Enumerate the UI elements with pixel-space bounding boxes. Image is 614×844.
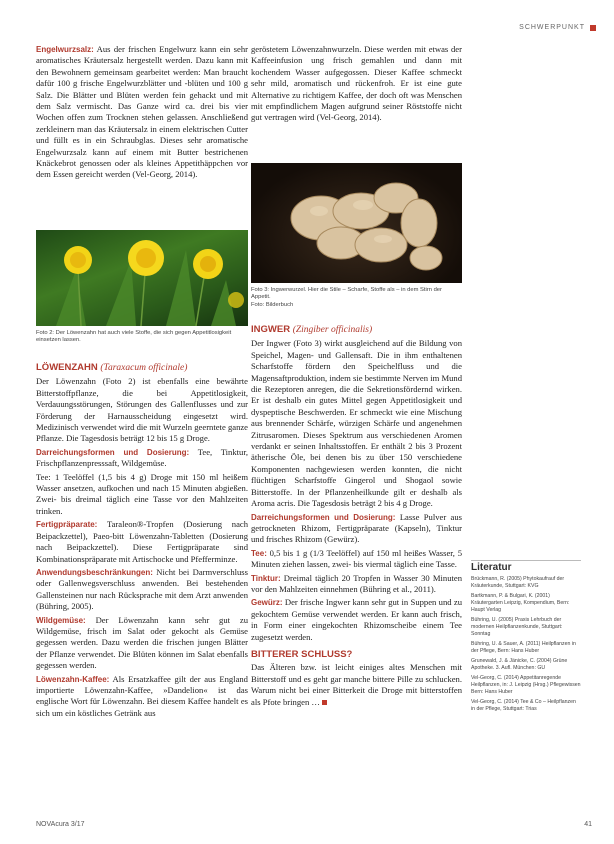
gewuerz-label: Gewürz: — [251, 598, 283, 608]
darreichung-label: Darreichungsformen und Dosierung: — [36, 447, 190, 457]
literature-entry: Vel-Georg, C. (2014) Appetitanregende Heilpflanzen, in: J. Leipzig (Hrsg.) Pflegewissen Bern: Hans Huber — [471, 675, 581, 695]
literature-sidebar — [471, 560, 581, 716]
tinktur-label: Tinktur: — [251, 573, 281, 583]
fertigpraeparate-label: Fertigpräparate: — [36, 520, 98, 530]
kaffee-continued: geröstetem Löwenzahnwurzeln. Diese werden mit etwas der Kaffeeinfusion ung frisch gemahlen und dann mit kochendem Wasser aufgegossen. Dieser Kaffee schmeckt sehr mild, aromatisch und rückenfroh. Er ist eine gute Alternative zu richtigem Kaffee, der doch oft was Menschen mit empfindlichem Magen aufgrund seiner Röststoffe nicht gut vertragen wird (Vel-Georg, 2014). — [251, 44, 462, 123]
section-label: SCHWERPUNKT — [519, 24, 585, 31]
heading-ingwer-text: INGWER — [251, 324, 291, 335]
literature-title: Literatur — [471, 560, 581, 571]
page-number: 41 — [584, 821, 592, 828]
engelwurzsalz-text: Aus der frischen Engelwurz kann ein sehr aromatisches Kräutersalz hergestellt werden. Dazu kann mit den Bewohnern gemeinsam gearbeitet werden: Man braucht dafür 100 g frische Engelwurzblätter und -blüten und 100 g Salz. Die Blätter und Blüten werden fein gehackt und mit dem Salz vermischt. Das Ganze wird ca. drei bis vier Wochen offen zum Trocknen stehen gelassen. Anschließend zerkleinern man das Kräutersalz in einem elektrischen Cutter und füllt es in ein Schraubglas. Dieses sehr aromatische Engelwurzsalz kann auf einem mit Butter bestrichenen Knäckebrot genossen oder als kleines Appetithäppchen vor dem Essen gereicht werden (Vel-Georg, 2014). — [36, 44, 248, 180]
tee-loewenzahn: Tee: 1 Teelöffel (1,5 bis 4 g) Droge mit 150 ml heißem Wasser ansetzen, aufkochen und nach 15 Minuten abgießen. Zwei- bis dreimal täglich eine Tasse vor den Mahlzeiten trinken. — [36, 471, 248, 516]
tee-ingwer-label: Tee: — [251, 548, 267, 558]
journal-name: NOVAcura — [36, 821, 69, 828]
bitter-text: Das Älteren bzw. ist leicht einiges altes Menschen mit Bitterstoff und es geht gar manche bittere Pille zu schlucken. Warum nicht bei einer Bitterkeit die Droge mit bitterstoffen als Pfote bringen … — [251, 662, 462, 707]
wildgemuese-label: Wildgemüse: — [36, 615, 86, 625]
figure3-caption: Foto 3: Ingwerwurzel. Hier die Stile – Scharfe, Stoffe als – in dem Stirn der Appetit. — [251, 287, 442, 301]
heading-ingwer-latin: (Zingiber officinalis) — [292, 325, 373, 335]
section-header — [519, 24, 596, 31]
literature-entry: Bühring, U. (2005) Praxis Lehrbuch der modernen Heilpflanzenkunde, Stuttgart: Sonntag — [471, 617, 563, 637]
gewuerz-text: Der frische Ingwer kann sehr gut in Suppen und zu gekochtem Gemüse verwendet werden. Er kann auch frisch, in Form einer eingekochten Rhizomscheibe einem Tee zugesetzt werden. — [251, 597, 462, 642]
kaffee-text: Als Ersatzkaffee gilt der aus England importierte Löwenzahn-Kaffee, »Dandelion« ist das englische Wort für Löwenzahn. Bei diesem Kaffee handelt es sich um ein köstliches Getränk aus — [36, 673, 248, 718]
tinktur-text: Dreimal täglich 20 Tropfen in Wasser 30 Minuten vor den Mahlzeiten einnehmen (Bühring et al., 2011). — [251, 572, 462, 594]
paragraph-engelwurzsalz — [36, 44, 248, 181]
paragraph-fertigpraeparate — [36, 519, 248, 565]
engelwurzsalz-label: Engelwurzsalz: — [36, 45, 94, 54]
figure3-caption-block — [251, 287, 462, 309]
heading-loewenzahn — [36, 362, 248, 374]
darreichung-ingwer-text: Lasse Pulver aus getrockneten Rhizom, Fertigpräparate (Kapseln), Tinktur und frisches Rhizom (Gewürz). — [251, 511, 462, 545]
heading-loewenzahn-text: LÖWENZAHN — [36, 362, 98, 373]
anwendung-label: Anwendungsbeschränkungen: — [36, 567, 153, 577]
column-middle — [251, 44, 462, 126]
figure3-credit: Foto: Bilderbuch — [251, 301, 294, 308]
literature-entry: Bartkmann, P. & Bulgari, K. (2001) Kräutergarten Leipzig, Kompendium, Bern: Haupt Verlag — [471, 593, 570, 613]
header-square-icon — [590, 25, 596, 31]
tee-ingwer-text: 0,5 bis 1 g (1/3 Teelöffel) auf 150 ml heißes Wasser, 5 Minuten ziehen lassen, zwei- bis viermal täglich eine Tasse. — [251, 547, 463, 570]
darreichung-text: Tee, Tinktur, Frischpflanzenpresssaft, Wildgemüse. — [36, 446, 249, 469]
paragraph-darreichung-loewenzahn — [36, 447, 248, 470]
literature-entry: Vel-Georg, C. (2014) Tee & Co – Heilpflanzen in der Pflege, Stuttgart: Trias — [471, 699, 576, 712]
literature-entry: Bühring, U. & Sauer, A. (2011) Heilpflanzen in der Pflege, Bern: Hans Huber — [471, 641, 576, 654]
literature-entry: Grunewald, J. & Jänicke, C. (2004) Grüne Apotheke. 3. Aufl. München: GU — [471, 658, 568, 671]
kaffee-label: Löwenzahn-Kaffee: — [36, 674, 110, 684]
wildgemuese-text: Der Löwenzahn kann sehr gut zu Wildgemüse, frisch im Salat oder gekocht als Gemüse gegessen werden. Dazu werden die frischen jungen Blätter der Pflanze verwendet. Die Blüten können im Salat ebenfalls gegessen werden. — [36, 614, 248, 671]
paragraph-kaffee — [36, 674, 248, 720]
literature-entry: Brückmann, R. (2005) Phytokaufrauf der Kräuterkunde, Stuttgart: KVG — [471, 576, 565, 589]
end-mark-icon — [322, 700, 327, 705]
column-left — [36, 44, 248, 183]
paragraph-wildgemuese — [36, 615, 248, 672]
fertigpraeparate-text: Taraleon®-Tropfen (Dosierung nach Beipackzettel), Paeo-bitt Löwenzahn-Tabletten (Dosierung nach Beipackzettel). Diese Fertigpräparate sind Kombinationspräparate mit Artischocke und Pfefferminze. — [36, 519, 248, 564]
heading-loewenzahn-latin: (Taraxacum officinale) — [100, 363, 188, 373]
paragraph-darreichung-ingwer — [251, 512, 462, 546]
column-middle-lower — [251, 318, 462, 710]
dandelion-illustration — [36, 230, 248, 326]
heading-ingwer — [251, 324, 462, 336]
paragraph-tinktur — [251, 573, 462, 596]
figure2-caption: Foto 2: Der Löwenzahn hat auch viele Stoffe, die sich gegen Appetitlosigkeit einsetzen lassen. — [36, 330, 232, 344]
paragraph-gewuerz — [251, 597, 462, 643]
paragraph-tee-ingwer — [251, 548, 462, 571]
dandelion-photo — [36, 230, 248, 326]
journal-issue: 3/17 — [70, 821, 85, 828]
bitter-paragraph — [251, 662, 462, 708]
anwendung-text: Nicht bei Darmverschluss oder Gallenwegsverschluss anwenden. Bei bestehenden Gallensteinen nur nach Rücksprache mit dem Arzt anwenden (Bühring, 2005). — [36, 566, 248, 612]
loewenzahn-intro: Der Löwenzahn (Foto 2) ist ebenfalls eine bewährte Bitterstoffpflanze, die bei Appetitlosigkeit, Verdauungsstörungen, Störungen des Gallenflusses und zur Förderung der Harnausscheidung eingesetzt wird. Medizinisch verwendet wird die mit Wurzeln geerntete ganze Pflanze. Die Tagesdosis beträgt 12 bis 15 g Droge. — [36, 376, 248, 444]
ginger-photo — [251, 163, 462, 283]
ingwer-intro: Der Ingwer (Foto 3) wirkt ausgleichend auf die Bildung von Speichel, Magen- und Gallensaft. Die in ihm enthaltenen Scharfstoffe fördern den Speichelfluss und die Magensaftproduktion, indem sie bestimmte Nerven im Mund die Rezeptoren anregen, die die Sekretionsfördernd wirken. Er ist deshalb ein gutes Mittel gegen Appetitlosigkeit und dyspeptische Beschwerden. Er schmeckt wie eine Mischung aus brennender Schärfe, würzigen Schärfe und angenehmen Zitrusaromen. Dieses Spektrum aus verschiedenen Aromen verdankt er seinen Inhaltsstoffen. Er enthält 2 bis 3 Prozent ätherische Öle, bei denen bis zu über 150 verschiedene Komponenten nachgewiesen werden konnten, die nicht flüchtigen Scharfstoffe Gingerol und Shogaol sowie Bitterstoffe. In der Pflanzenheilkunde gilt er deshalb als Aroma acris. Die Tagesdosis beträgt 2 bis 4 g Droge. — [251, 338, 462, 509]
darreichung-ingwer-label: Darreichungsformen und Dosierung: — [251, 512, 396, 522]
heading-bitterer-schluss: BITTERER SCHLUSS? — [251, 648, 353, 660]
ginger-illustration — [251, 163, 462, 283]
column-left-lower — [36, 356, 248, 721]
paragraph-anwendung — [36, 567, 248, 613]
footer-journal — [36, 821, 85, 828]
